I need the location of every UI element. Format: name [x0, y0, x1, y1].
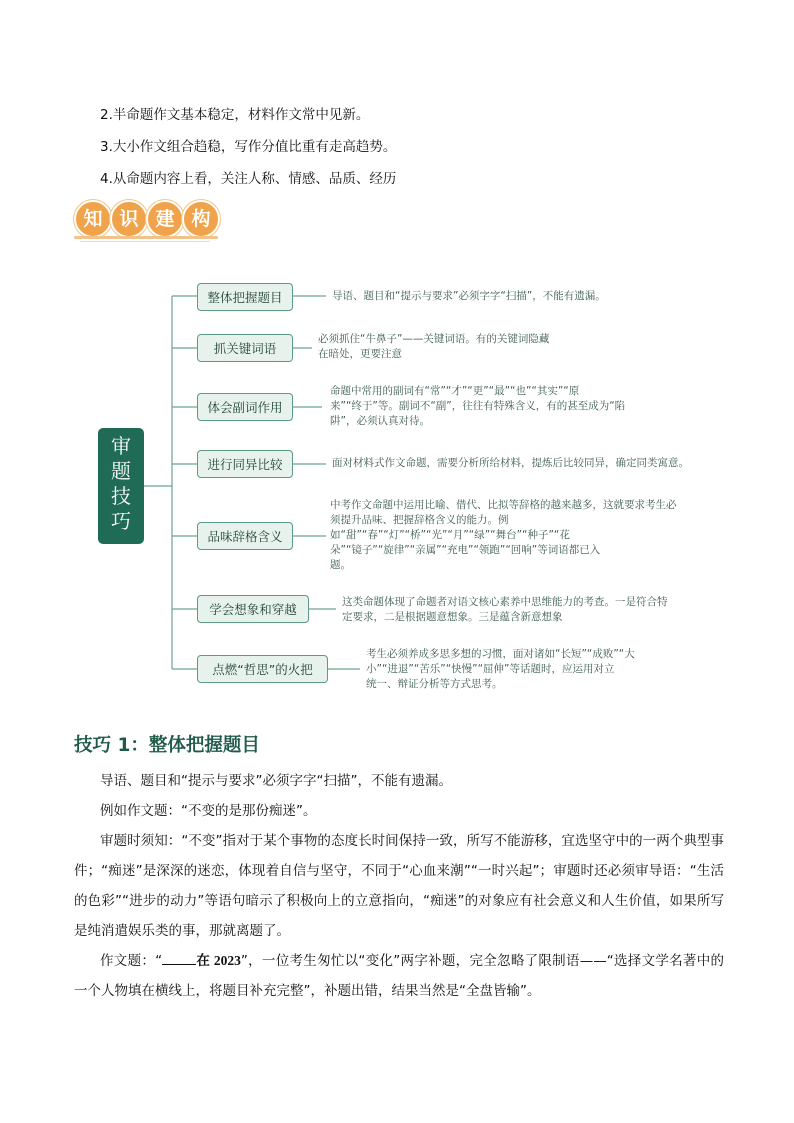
desc-line: 在暗处，更要注意	[318, 348, 402, 360]
root-char: 题	[111, 459, 131, 483]
desc-line: 考生必须养成多思多想的习惯，面对诸如“长短”“成败”“大	[366, 648, 635, 660]
section-body	[74, 766, 724, 1006]
desc-line: 小”“进退”“苦乐”“快慢”“屈伸”等话题时，应运用对立	[366, 663, 615, 675]
desc-line: 朵”“镜子”“旋律”“亲属”“充电”“领跑”“回响”等词语都已入	[330, 544, 601, 556]
mindmap-node-desc	[366, 647, 635, 692]
banner-underline-thin	[80, 241, 210, 242]
intro-line-2: 2.半命题作文基本稳定，材料作文常中见新。	[100, 107, 370, 123]
mindmap-node-desc	[342, 595, 668, 625]
banner-char: 构	[182, 200, 220, 238]
section-banner-knowledge	[72, 198, 220, 244]
desc-line: 如“甜”“春”“灯”“桥”“光”“月”“绿”“舞台”“种子”“花	[330, 529, 570, 541]
root-char: 巧	[111, 509, 131, 533]
p4-start: 作文题：“	[100, 953, 163, 969]
mindmap-node-desc	[330, 384, 625, 429]
mindmap-node: 体会副词作用	[197, 393, 293, 421]
banner-char: 识	[110, 200, 148, 238]
mindmap-node: 进行同异比较	[197, 450, 293, 478]
mindmap-node: 抓关键词语	[197, 334, 293, 362]
desc-line: 这类命题体现了命题者对语文核心素养中思维能力的考查。一是符合特	[342, 596, 668, 608]
mindmap-node: 点燃“哲思”的火把	[197, 655, 328, 683]
mindmap-node: 学会想象和穿越	[197, 595, 309, 623]
mindmap-node-desc	[332, 289, 606, 304]
paragraph	[74, 946, 724, 1006]
desc-line: 阱”，必须认真对待。	[330, 415, 430, 427]
paragraph: 例如作文题：“不变的是那份痴迷”。	[100, 803, 317, 819]
desc-line: 题。	[330, 559, 351, 571]
desc-line: 统一、辩证分析等方式思考。	[366, 678, 503, 690]
desc-line: 命题中常用的副词有“常”“才”“更”“最”“也”“其实”“原	[330, 385, 580, 397]
desc-line: 必须抓住“牛鼻子”——关键词语。有的关键词隐藏	[318, 333, 550, 345]
mindmap-node-desc	[318, 332, 549, 362]
desc-line: 须提升品味、把握辞格含义的能力。例	[330, 514, 509, 526]
mindmap-root	[98, 428, 144, 544]
mindmap-node-desc	[330, 498, 677, 573]
paragraph: 导语、题目和“提示与要求”必须字字“扫描”，不能有遗漏。	[100, 773, 452, 789]
paragraph: 审题时须知：“不变”指对于某个事物的态度长时间保持一致，所写不能游移，宜选坚守中的一两个典型事件；“痴迷”是深深的迷恋，体现着自信与坚守，不同于“心血来潮”“一时兴起”；审题时还必须审导语：“生活的色彩”“进步的动力”等语句暗示了积极向上的立意指向，“痴迷”的对象应有社会意义和人生价值，如果所写是纯消遣娱乐类的事，那就离题了。	[74, 833, 724, 939]
banner-char: 知	[74, 200, 112, 238]
mindmap-node: 整体把握题目	[197, 283, 293, 311]
root-char: 审	[111, 434, 131, 458]
desc-line: 定要求，二是根据题意想象。三是蕴含新意想象	[342, 611, 563, 623]
desc-line: 面对材料式作文命题，需要分析所给材料，提炼后比较同异，确定同类寓意。	[332, 457, 689, 469]
fill-in-blank	[162, 952, 196, 965]
mindmap-node: 品味辞格含义	[197, 522, 293, 550]
desc-line: 中考作文命题中运用比喻、借代、比拟等辞格的越来越多，这就要求考生必	[330, 499, 677, 511]
p4-year: 在 2023	[196, 953, 241, 968]
intro-line-4: 4.从命题内容上看，关注人称、情感、品质、经历	[100, 171, 397, 187]
desc-line: 导语、题目和“提示与要求”必须字字“扫描”，不能有遗漏。	[332, 290, 606, 302]
mindmap-node-desc	[332, 456, 689, 471]
banner-char: 建	[146, 200, 184, 238]
banner-underline	[74, 236, 218, 239]
desc-line: 来”“终于”等。副词不“副”，往往有特殊含义，有的甚至成为“陷	[330, 400, 626, 412]
intro-line-3: 3.大小作文组合趋稳，写作分值比重有走高趋势。	[100, 139, 397, 155]
p4-rest: ”，一位考生匆忙以“变化”两字补题，完全忽略了限制语——“选择文学名著中的一个人物填在横线上，将题目补充完整”，补题出错，结果当然是“全盘皆输”。	[74, 953, 725, 999]
root-char: 技	[111, 484, 131, 508]
section-heading: 技巧 1：整体把握题目	[74, 735, 260, 756]
